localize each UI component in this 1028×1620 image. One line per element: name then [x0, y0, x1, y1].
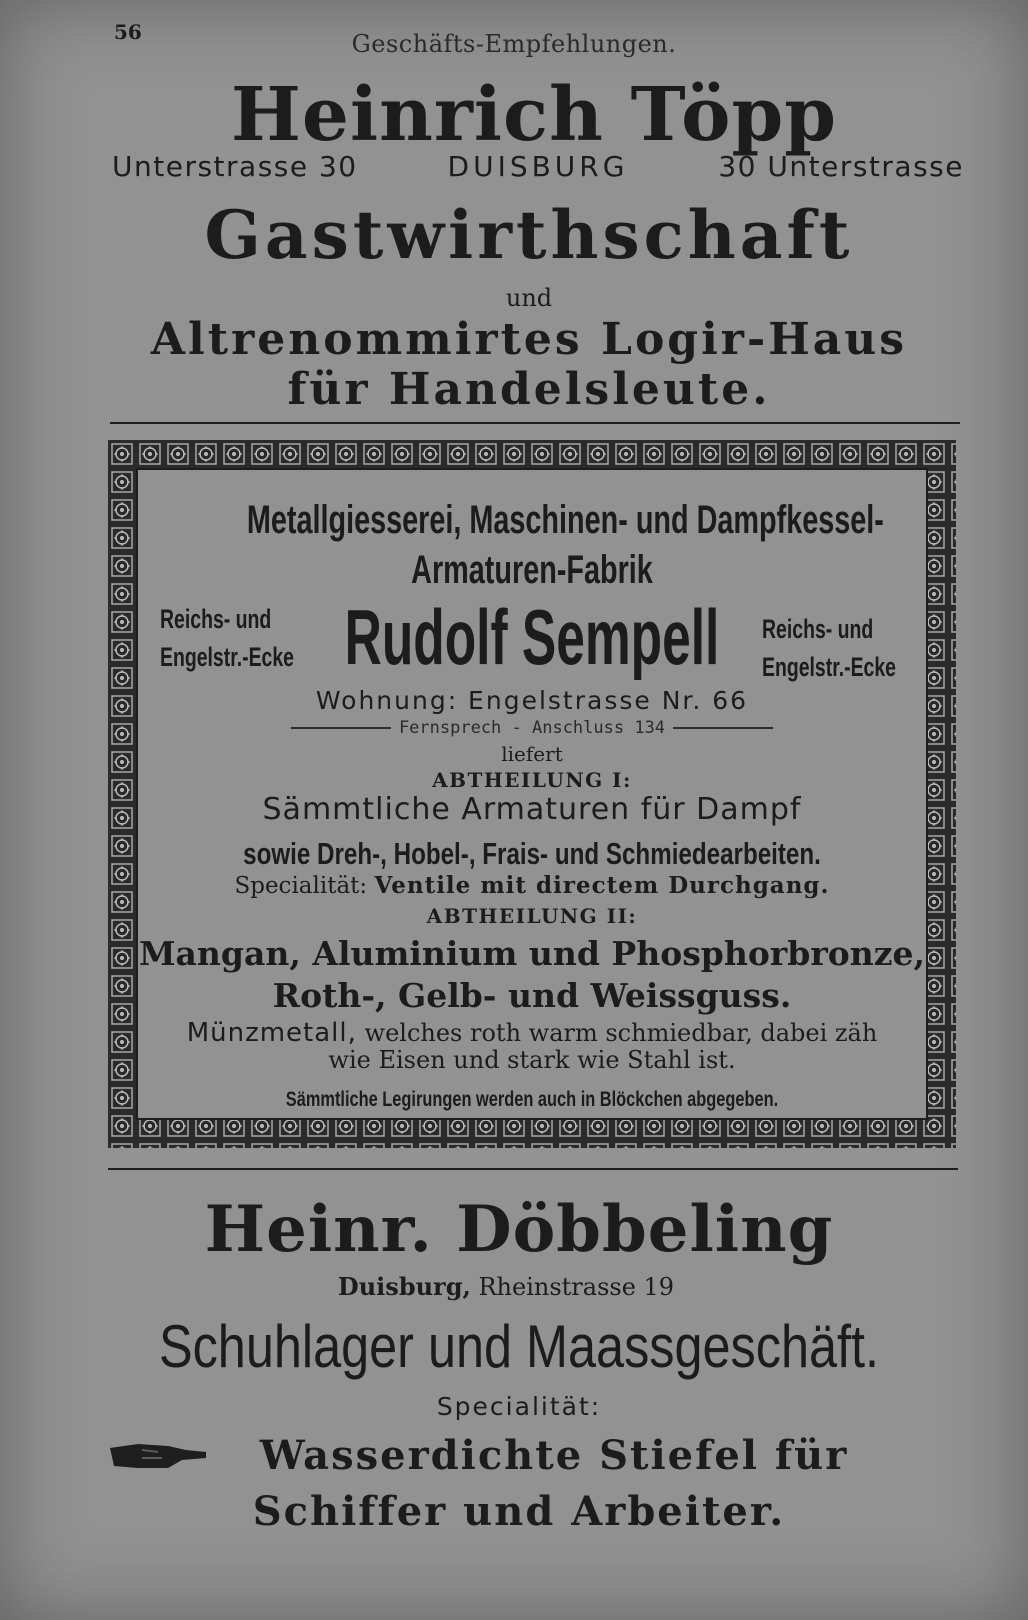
- toepp-lodging-line2: für Handelsleute.: [287, 364, 771, 415]
- toepp-conjunction: und: [505, 284, 553, 312]
- toepp-address-right: 30 Unterstrasse: [718, 150, 964, 183]
- corner-left-line2: Engelstr.-Ecke: [160, 642, 294, 672]
- doebbeling-address: [0, 1272, 1020, 1301]
- doebbeling-city: Duisburg,: [337, 1272, 471, 1301]
- sempell-dept1-line1: Sämmtliche Armaturen für Dampf: [262, 792, 802, 827]
- sempell-corner-right: [762, 610, 896, 686]
- sempell-name: Rudolf Sempell: [344, 593, 720, 681]
- sempell-munz-line2: wie Eisen und stark wie Stahl ist.: [328, 1046, 736, 1074]
- sempell-alloys-note: Sämmtliche Legirungen werden auch in Blöckchen abgegeben.: [285, 1088, 779, 1111]
- toepp-business: Gastwirthschaft: [204, 196, 854, 274]
- sempell-dept2-line1: Mangan, Aluminium und Phosphorbronze,: [139, 934, 925, 973]
- doebbeling-name: Heinr. Döbbeling: [204, 1192, 834, 1267]
- munz-word: Münzmetall,: [186, 1018, 357, 1048]
- spec-text: Ventile mit directem Durchgang.: [374, 872, 830, 899]
- sempell-line2: Armaturen-Fabrik: [411, 548, 653, 592]
- sempell-munz-line1: [136, 1018, 928, 1048]
- sempell-phone-line: [136, 718, 928, 738]
- sempell-phone: Fernsprech - Anschluss 134: [398, 718, 666, 738]
- sempell-dept1-title: ABTHEILUNG I:: [432, 768, 632, 792]
- spec-label: Specialität:: [234, 873, 368, 899]
- sempell-dept1-line2: sowie Dreh-, Hobel-, Frais- und Schmiedearbeiten.: [243, 836, 821, 871]
- toepp-lodging-line1: Altrenommirtes Logir-Haus: [150, 314, 908, 365]
- sempell-line1: Metallgiesserei, Maschinen- und Dampfkessel-: [246, 498, 884, 542]
- sempell-residence: Wohnung: Engelstrasse Nr. 66: [315, 686, 749, 715]
- toepp-name: Heinrich Töpp: [231, 72, 837, 158]
- corner-right-line2: Engelstr.-Ecke: [762, 652, 896, 682]
- phone-left-rule: [291, 727, 391, 729]
- doebbeling-specialty-line2: Schiffer und Arbeiter.: [252, 1488, 786, 1535]
- toepp-address-line: [112, 150, 964, 183]
- sempell-dept2-title: ABTHEILUNG II:: [426, 904, 638, 928]
- divider-rule: [110, 422, 960, 424]
- toepp-city: DUISBURG: [447, 150, 629, 183]
- phone-right-rule: [673, 727, 773, 729]
- doebbeling-street: Rheinstrasse 19: [478, 1273, 675, 1301]
- running-title: Geschäfts-Empfehlungen.: [351, 30, 677, 58]
- doebbeling-specialty-line1: Wasserdichte Stiefel für: [259, 1432, 849, 1479]
- sempell-supplies: liefert: [501, 742, 563, 766]
- doebbeling-business: Schuhlager und Maassgeschäft.: [158, 1313, 880, 1380]
- toepp-address-left: Unterstrasse 30: [112, 150, 358, 183]
- sempell-dept1-specialty: [136, 872, 928, 899]
- sempell-dept2-line2: Roth-, Gelb- und Weissguss.: [272, 976, 792, 1015]
- divider-rule-2: [108, 1168, 958, 1170]
- corner-right-line1: Reichs- und: [762, 614, 874, 644]
- corner-left-line1: Reichs- und: [160, 604, 272, 634]
- munz-rest: welches roth warm schmiedbar, dabei zäh: [364, 1019, 878, 1047]
- doebbeling-specialty-label: Specialität:: [436, 1392, 602, 1421]
- page-number: 56: [114, 20, 142, 44]
